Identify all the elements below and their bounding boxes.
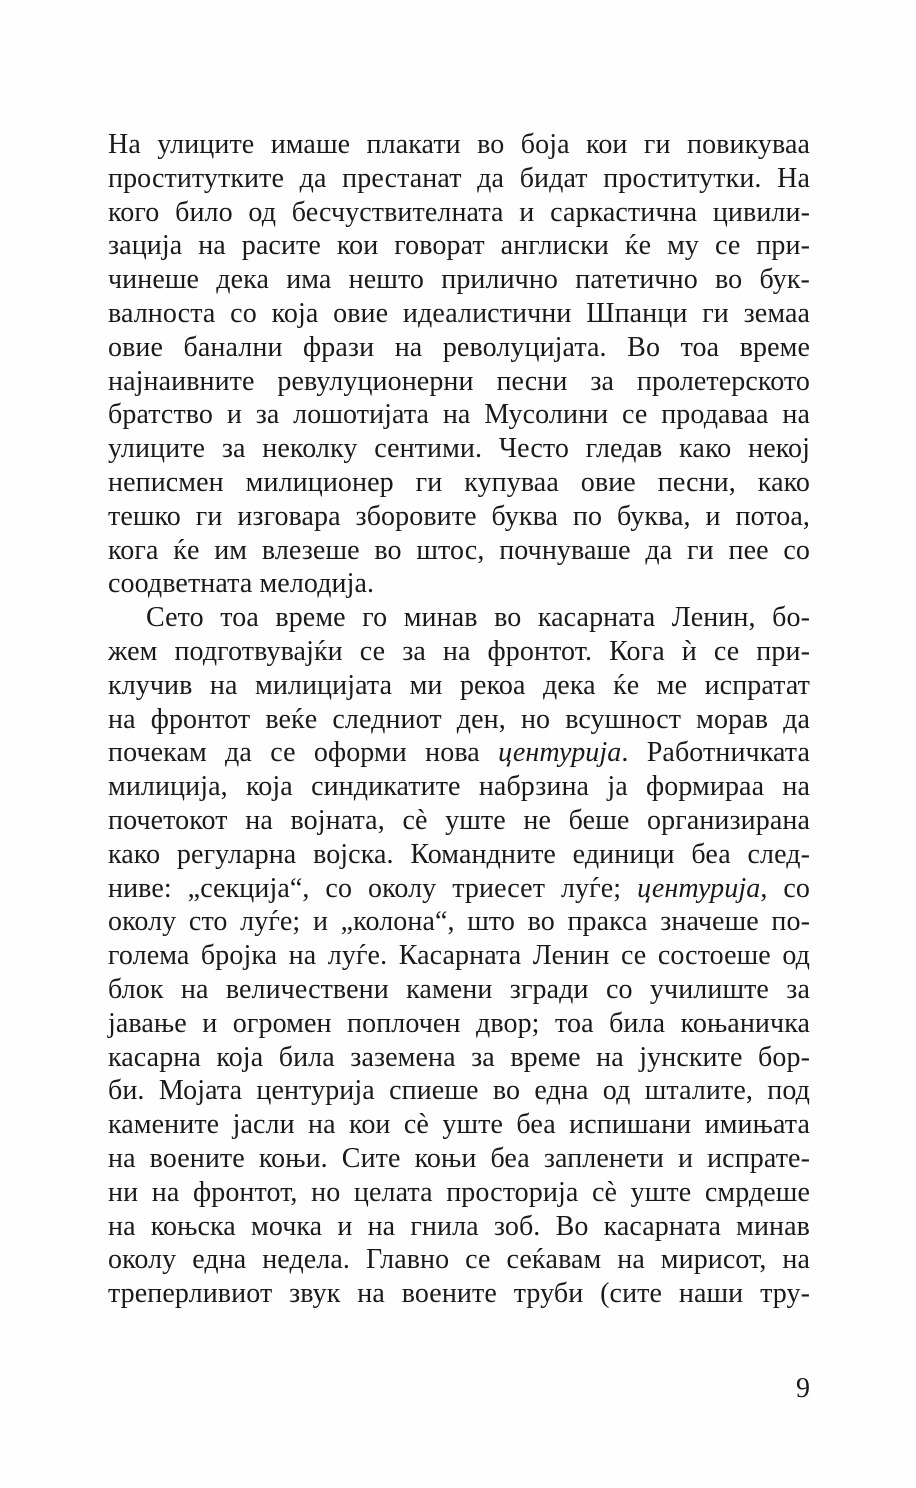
- text-segment: Сето тоа време го минав во касарната Ленин, бо-: [146, 602, 810, 634]
- text-segment: блок на величествени камени згради со училиште за: [108, 973, 810, 1005]
- text-line: [108, 1277, 810, 1311]
- text-segment: треперливиот звук на воените труби (сите наши тру-: [108, 1278, 810, 1310]
- text-segment: како регуларна војска. Командните единици беа след-: [108, 838, 810, 870]
- text-segment: голема бројка на луѓе. Касарната Ленин се состоеше од: [108, 940, 810, 972]
- text-segment: ниве: „секција“, со околу триесет луѓе;: [108, 872, 638, 904]
- text-segment: соодветната мелодија.: [108, 568, 375, 600]
- text-line: [108, 365, 810, 399]
- text-line: [108, 1074, 810, 1108]
- text-line: [108, 1210, 810, 1244]
- text-line: [108, 838, 810, 872]
- text-line: [108, 331, 810, 365]
- page-number: 9: [796, 1373, 810, 1404]
- text-segment: На улиците имаше плакати во боја кои ги повикуваа: [108, 129, 810, 160]
- text-line: [108, 297, 810, 331]
- text-segment: кога ќе им влезеше во штос, почнуваше да ги пее со: [108, 534, 810, 566]
- text-line: [108, 804, 810, 838]
- text-segment: , со: [760, 872, 811, 904]
- text-segment: неписмен милиционер ги купуваа овие песни, како: [108, 466, 810, 498]
- text-segment: околу сто луѓе; и „колона“, што во пракса значеше по-: [108, 906, 810, 938]
- text-segment: валноста со која овие идеалистични Шпанци ги земаа: [108, 297, 810, 329]
- text-segment: на фронтот веќе следниот ден, но всушност морав да: [108, 703, 810, 735]
- text-segment: проститутките да престанат да бидат проститутки. На: [108, 162, 810, 194]
- text-segment: почекам да се оформи нова: [108, 737, 499, 769]
- text-segment: . Работничката: [621, 737, 810, 769]
- text-line: [108, 703, 810, 737]
- text-line: [108, 1007, 810, 1041]
- text-line: [108, 1176, 810, 1210]
- text-segment: камените јасли на кои сѐ уште беа испишани имињата: [108, 1109, 810, 1141]
- text-line: [108, 1142, 810, 1176]
- text-segment-italic: центурија: [498, 737, 622, 769]
- text-segment: милиција, која синдикатите набрзина ја формираа на: [108, 771, 810, 803]
- text-line: [108, 162, 810, 196]
- text-line: [108, 770, 810, 804]
- text-line: [108, 500, 810, 534]
- text-line: [108, 1243, 810, 1277]
- text-segment: братство и за лошотијата на Мусолини се продаваа на: [108, 399, 810, 431]
- text-segment: овие банални фрази на револуцијата. Во тоа време: [108, 331, 810, 363]
- text-segment: тешко ги изговара зборовите буква по буква, и потоа,: [108, 500, 810, 532]
- text-line: [108, 872, 810, 906]
- text-segment: зација на расите кои говорат англиски ќе му се при-: [108, 230, 810, 262]
- page-text-block: [108, 128, 810, 1311]
- text-segment: би. Мојата центурија спиеше во една од шталите, под: [108, 1075, 810, 1107]
- text-segment: чинеше дека има нешто прилично патетично во бук-: [108, 264, 810, 296]
- text-segment: ни на фронтот, но целата просторија сѐ уште смрдеше: [108, 1176, 810, 1208]
- text-segment: околу една недела. Главно се сеќавам на мирисот, на: [108, 1244, 810, 1276]
- text-line: [108, 939, 810, 973]
- text-line: [108, 196, 810, 230]
- text-segment: почетокот на војната, сѐ уште не беше организирана: [108, 804, 810, 836]
- text-line: [108, 432, 810, 466]
- text-line: [108, 635, 810, 669]
- text-line: [108, 229, 810, 263]
- text-segment: на коњска мочка и на гнила зоб. Во касарната минав: [108, 1210, 810, 1242]
- text-line: [108, 567, 810, 601]
- text-line: [108, 534, 810, 568]
- text-line: [108, 973, 810, 1007]
- text-segment: на воените коњи. Сите коњи беа запленети и испрате-: [108, 1142, 810, 1174]
- text-line: [108, 669, 810, 703]
- text-line: [108, 128, 810, 162]
- text-segment: јавање и огромен поплочен двор; тоа била коњаничка: [108, 1007, 810, 1039]
- text-segment: најнаивните ревулуционерни песни за пролетерското: [108, 365, 810, 397]
- text-line: [108, 601, 810, 635]
- text-segment: улиците за неколку сентими. Често гледав како некој: [108, 433, 810, 465]
- text-line: [108, 398, 810, 432]
- text-line: [108, 263, 810, 297]
- text-line: [108, 905, 810, 939]
- text-segment-italic: центурија: [637, 872, 761, 904]
- text-line: [108, 466, 810, 500]
- text-line: [108, 1041, 810, 1075]
- text-segment: жем подготвувајќи се за на фронтот. Кога ѝ се при-: [108, 635, 810, 667]
- text-segment: кого било од бесчуствителната и саркастична цивили-: [108, 196, 810, 228]
- text-segment: касарна која била заземена за време на јунските бор-: [108, 1041, 810, 1073]
- text-segment: клучив на милицијата ми рекоа дека ќе ме испратат: [108, 669, 810, 701]
- text-line: [108, 1108, 810, 1142]
- text-line: [108, 736, 810, 770]
